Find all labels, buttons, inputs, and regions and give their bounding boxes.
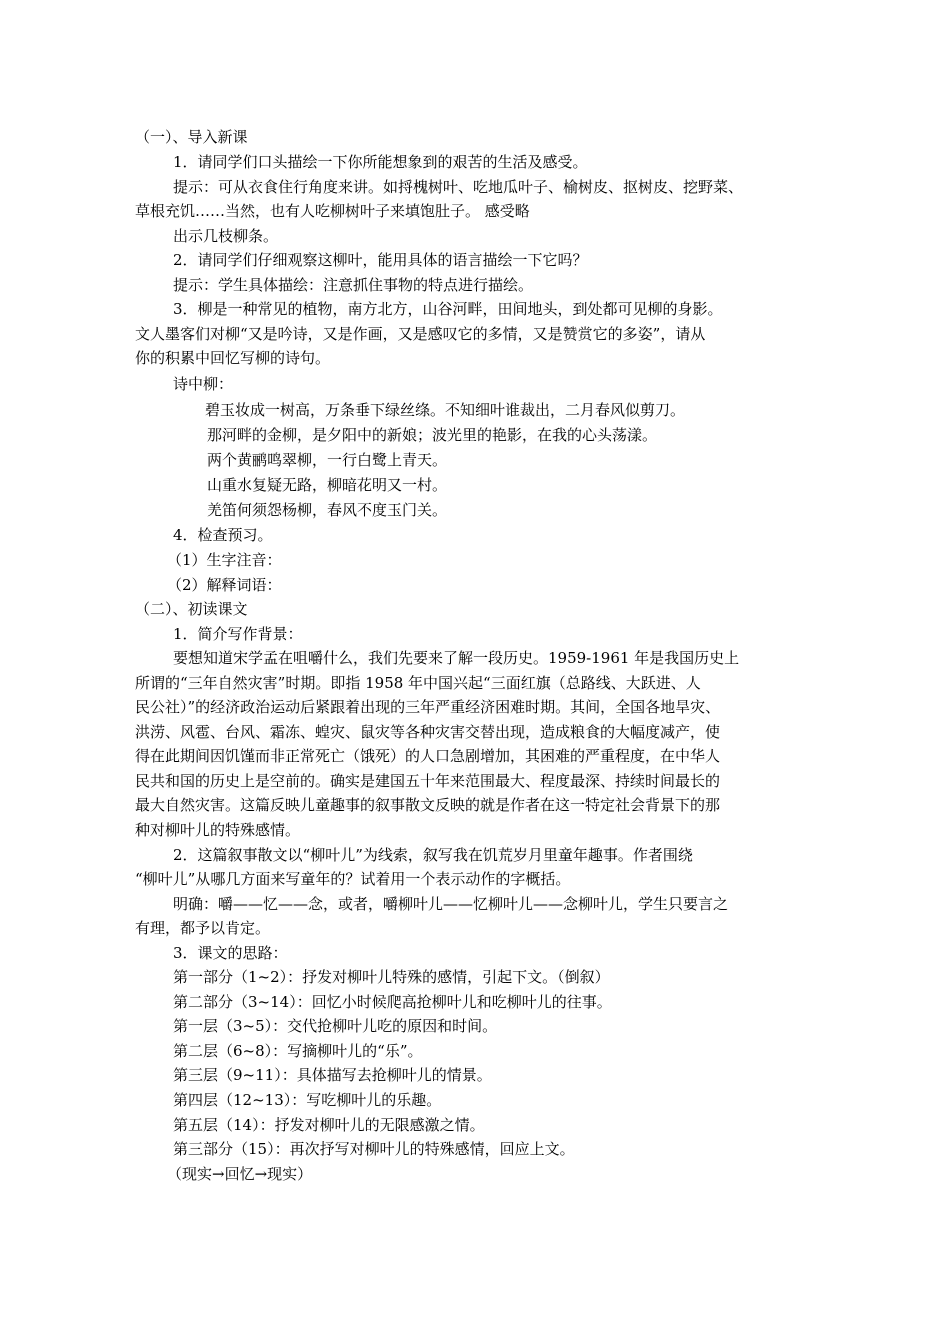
paragraph-line: 2．请同学们仔细观察这柳叶，能用具体的语言描绘一下它吗？ [173, 251, 588, 269]
outline-line: 第一部分（1~2）：抒发对柳叶儿特殊的感情，引起下文。（倒叙） [173, 968, 610, 986]
poem-line: 那河畔的金柳，是夕阳中的新娘；波光里的艳影，在我的心头荡漾。 [207, 426, 658, 444]
paragraph-line: 1．简介写作背景： [173, 625, 303, 643]
outline-summary: （现实→回忆→现实） [167, 1165, 313, 1183]
paragraph-line: 民共和国的历史上是空前的。确实是建国五十年来范围最大、程度最深、持续时间最长的 [135, 772, 721, 790]
outline-line: 第五层（14）：抒发对柳叶儿的无限感激之情。 [173, 1116, 485, 1134]
paragraph-line: 民公社）”的经济政治运动后紧跟着出现的三年严重经济困难时期。其间，全国各地旱灾、 [135, 698, 721, 716]
poem-line: 山重水复疑无路，柳暗花明又一村。 [207, 476, 448, 494]
paragraph-line: 草根充饥……当然，也有人吃柳树叶子来填饱肚子。 感受略 [135, 202, 530, 220]
outline-line: 第三部分（15）：再次抒写对柳叶儿的特殊感情，回应上文。 [173, 1140, 575, 1158]
paragraph-line: 最大自然灾害。这篇反映儿童趣事的叙事散文反映的就是作者在这一特定社会背景下的那 [135, 796, 721, 814]
paragraph-line: 洪涝、风雹、台风、霜冻、蝗灾、鼠灾等各种灾害交替出现，造成粮食的大幅度减产，使 [135, 723, 721, 741]
paragraph-line: 1．请同学们口头描绘一下你所能想象到的艰苦的生活及感受。 [173, 153, 588, 171]
paragraph-line: 明确：嚼——忆——念，或者，嚼柳叶儿——忆柳叶儿——念柳叶儿，学生只要言之 [173, 895, 729, 913]
section-heading-reading: （二）、初读课文 [135, 600, 248, 618]
paragraph-line: 出示几枝柳条。 [173, 227, 279, 245]
poem-line: 两个黄鹂鸣翠柳，一行白鹭上青天。 [207, 451, 448, 469]
paragraph-line: 3．课文的思路： [173, 944, 288, 962]
paragraph-line: 提示：学生具体描绘：注意抓住事物的特点进行描绘。 [173, 276, 534, 294]
outline-line: 第三层（9~11）：具体描写去抢柳叶儿的情景。 [173, 1066, 492, 1084]
outline-line: 第二部分（3~14）：回忆小时候爬高抢柳叶儿和吃柳叶儿的往事。 [173, 993, 612, 1011]
paragraph-line: 2．这篇叙事散文以“柳叶儿”为线索，叙写我在饥荒岁月里童年趣事。作者围绕 [173, 846, 693, 864]
paragraph-line: 要想知道宋学孟在咀嚼什么，我们先要来了解一段历史。1959-1961 年是我国历史上 [173, 649, 740, 667]
poem-line: 羌笛何须怨杨柳，春风不度玉门关。 [207, 501, 448, 519]
paragraph-line: 3．柳是一种常见的植物，南方北方，山谷河畔，田间地头，到处都可见柳的身影。 [173, 300, 723, 318]
outline-line: 第四层（12~13）：写吃柳叶儿的乐趣。 [173, 1091, 442, 1109]
section-heading-intro: （一）、导入新课 [135, 128, 248, 146]
paragraph-line: 提示：可从衣食住行角度来讲。如捋槐树叶、吃地瓜叶子、榆树皮、抠树皮、挖野菜、 [173, 178, 744, 196]
paragraph-line: （2）解释词语： [167, 576, 282, 594]
outline-line: 第二层（6~8）：写摘柳叶儿的“乐”。 [173, 1042, 423, 1060]
paragraph-line: “柳叶儿”从哪几方面来写童年的？试着用一个表示动作的字概括。 [135, 870, 571, 888]
paragraph-line: 种对柳叶儿的特殊感情。 [135, 821, 301, 839]
paragraph-line: 有理，都予以肯定。 [135, 919, 271, 937]
paragraph-line: 你的积累中回忆写柳的诗句。 [135, 349, 331, 367]
paragraph-line: 4．检查预习。 [173, 526, 273, 544]
poem-line: 碧玉妆成一树高，万条垂下绿丝绦。不知细叶谁裁出，二月春风似剪刀。 [205, 401, 686, 419]
paragraph-line: 诗中柳： [173, 375, 234, 393]
outline-line: 第一层（3~5）：交代抢柳叶儿吃的原因和时间。 [173, 1017, 498, 1035]
paragraph-line: 得在此期间因饥馑而非正常死亡（饿死）的人口急剧增加，其困难的严重程度，在中华人 [135, 747, 721, 765]
paragraph-line: （1）生字注音： [167, 551, 282, 569]
paragraph-line: 所谓的“三年自然灾害”时期。即指 1958 年中国兴起“三面红旗（总路线、大跃进、人 [135, 674, 701, 692]
paragraph-line: 文人墨客们对柳“又是吟诗，又是作画，又是感叹它的多情，又是赞赏它的多姿”，请从 [135, 325, 706, 343]
